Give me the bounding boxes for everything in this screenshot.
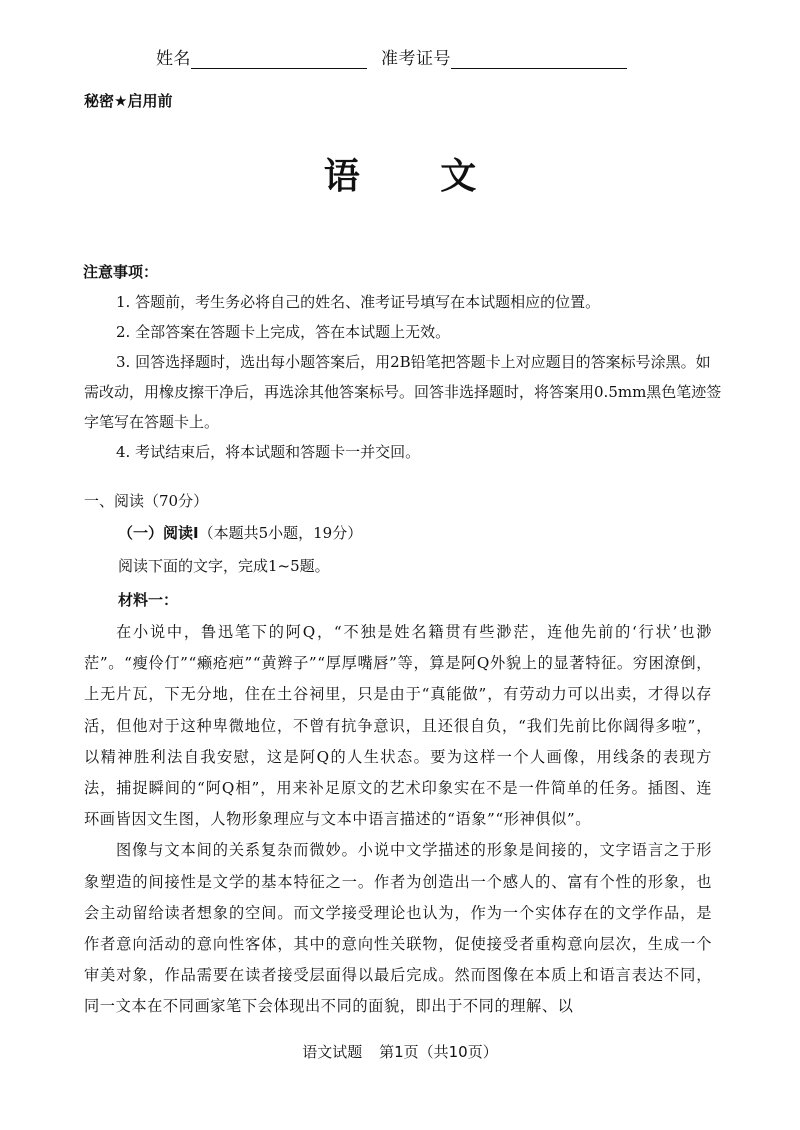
notice-title: 注意事项： (83, 263, 159, 281)
footer-subject: 语文试题 (302, 1043, 363, 1061)
secret-mark: 秘密★启用前 (84, 92, 173, 110)
notice-item: 3. 回答选择题时，选出每小题答案后，用2B铅笔把答题卡上对应题目的答案标号涂黑。如需改动，用橡皮擦干净后，再选涂其他答案标号。回答非选择题时，将答案用0.5mm黑色笔迹签字笔写在答题卡上。 (84, 353, 722, 431)
page-footer (0, 1041, 800, 1062)
name-blank[interactable] (191, 50, 367, 69)
exam-id-blank[interactable] (451, 50, 627, 69)
section-heading: 一、阅读（70分） (84, 492, 209, 510)
exam-id-label: 准考证号 (381, 49, 451, 69)
sub-heading (118, 522, 362, 543)
paragraph: 图像与文本间的关系复杂而微妙。小说中文学描述的形象是间接的，文字语言之于形象塑造的间接性是文学的基本特征之一。作者为创造出一个感人的、富有个性的形象，也会主动留给读者想象的空间。而文学接受理论也认为，作为一个实体存在的文学作品，是作者意向活动的意向性客体，其中的意向性关联物，促使接受者重构意向层次，生成一个审美对象，作品需要在读者接受层面得以最后完成。然而图像在本质上和语言表达不同，同一文本在不同画家笔下会体现出不同的面貌，即出于不同的理解、以 (84, 841, 712, 1016)
page-title: 语 文 (323, 156, 511, 197)
paragraph: 在小说中，鲁迅笔下的阿Q，“不独是姓名籍贯有些渺茫，连他先前的‘行状’也渺茫”。“瘦伶仃”“癞疮疤”“黄辫子”“厚厚嘴唇”等，算是阿Q外貌上的显著特征。穷困潦倒，上无片瓦，下无分地，住在土谷祠里，只是由于“真能做”，有劳动力可以出卖，才得以存活，但他对于这种卑微地位，不曾有抗争意识，且还很自负，“我们先前比你阔得多啦”，以精神胜利法自我安慰，这是阿Q的人生状态。要为这样一个人画像，用线条的表现方法，捕捉瞬间的“阿Q相”，用来补足原文的艺术印象实在不是一件简单的任务。插图、连环画皆因文生图，人物形象理应与文本中语言描述的“语象”“形神俱似”。 (84, 623, 712, 829)
name-label: 姓名 (156, 49, 191, 69)
notice-item: 2. 全部答案在答题卡上完成，答在本试题上无效。 (116, 323, 451, 341)
candidate-info (156, 44, 627, 69)
exam-id-field (381, 44, 627, 69)
footer-page-number: 第1页（共10页） (379, 1043, 498, 1061)
material-label: 材料一： (118, 591, 179, 609)
sub-heading-bold: （一）阅读Ⅰ (118, 524, 199, 542)
name-field (156, 44, 381, 69)
notice-item: 1. 答题前，考生务必将自己的姓名、准考证号填写在本试题相应的位置。 (116, 293, 601, 311)
sub-heading-detail: （本题共5小题，19分） (198, 524, 363, 542)
notice-list (84, 287, 724, 467)
notice-item: 4. 考试结束后，将本试题和答题卡一并交回。 (116, 443, 421, 461)
material-text (84, 617, 712, 1023)
reading-instruction: 阅读下面的文字，完成1~5题。 (118, 557, 330, 575)
